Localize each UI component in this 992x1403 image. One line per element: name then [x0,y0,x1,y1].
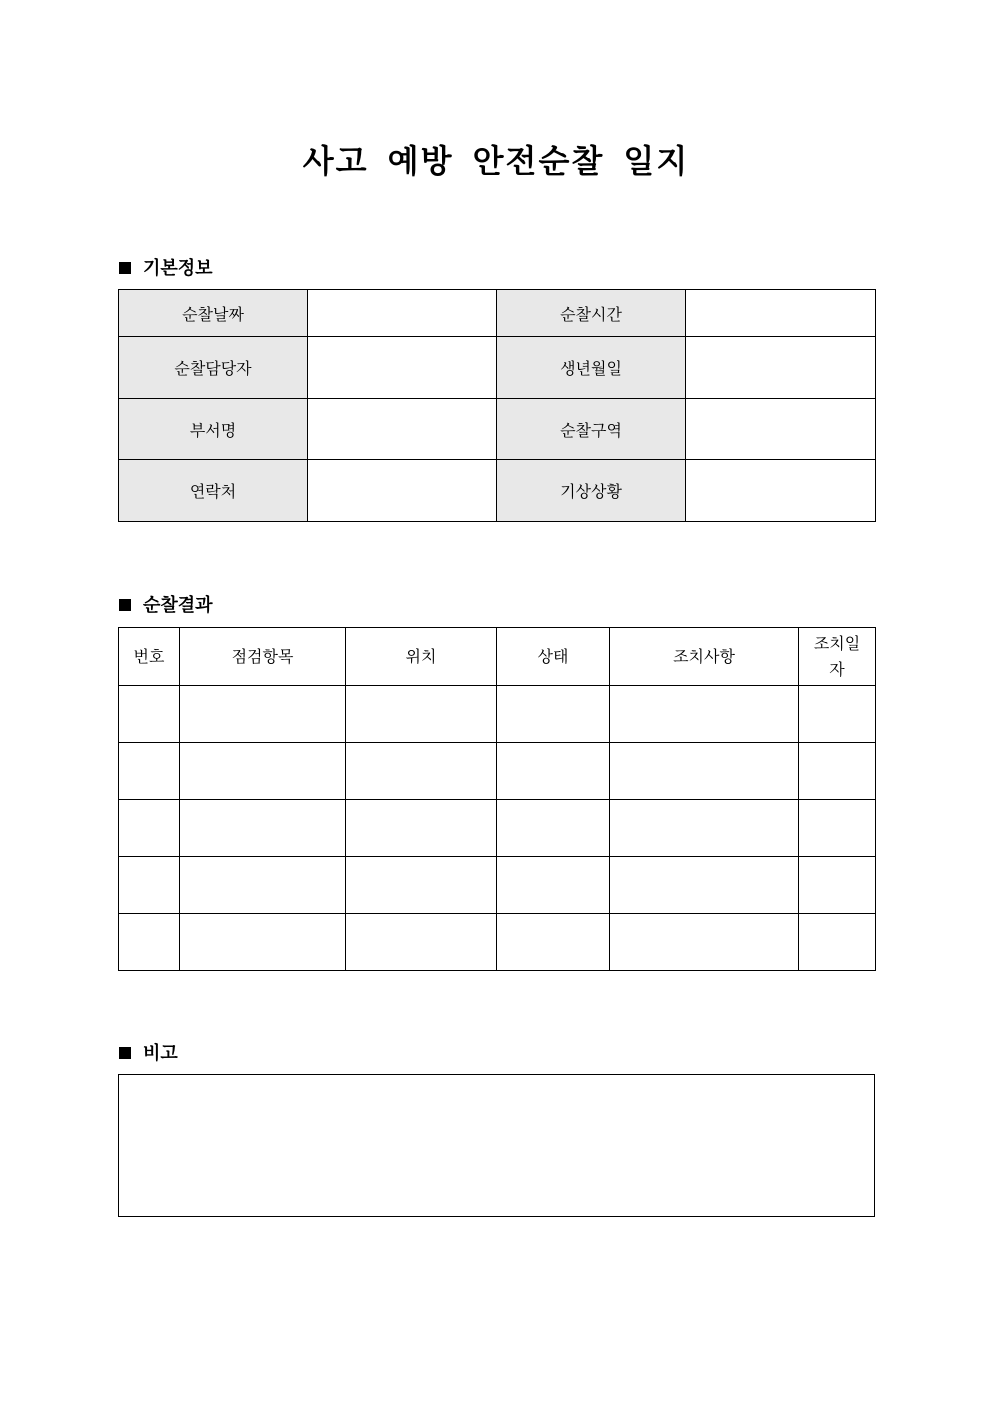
table-cell[interactable] [180,686,346,743]
column-header-check-item: 점검항목 [180,628,346,686]
table-cell[interactable] [497,800,610,857]
table-row [119,857,876,914]
table-cell[interactable] [346,686,497,743]
table-cell[interactable] [346,800,497,857]
patrol-zone-field[interactable] [686,399,876,460]
info-row [119,337,876,399]
table-cell[interactable] [497,686,610,743]
remarks-field[interactable] [118,1074,875,1217]
table-cell[interactable] [180,914,346,971]
table-cell[interactable] [610,686,799,743]
column-header-status: 상태 [497,628,610,686]
patrol-results-table [118,627,876,971]
contact-label: 연락처 [119,460,308,522]
table-cell[interactable] [799,800,876,857]
patrol-officer-field[interactable] [308,337,497,399]
info-row [119,399,876,460]
table-cell[interactable] [119,743,180,800]
table-row [119,743,876,800]
table-cell[interactable] [610,743,799,800]
basic-info-heading [119,254,213,280]
table-cell[interactable] [497,857,610,914]
table-row [119,686,876,743]
weather-label: 기상상황 [497,460,686,522]
table-cell[interactable] [799,686,876,743]
table-cell[interactable] [180,857,346,914]
patrol-time-field[interactable] [686,290,876,337]
square-bullet-icon [119,1047,131,1059]
column-header-action: 조치사항 [610,628,799,686]
table-cell[interactable] [610,914,799,971]
patrol-zone-label: 순찰구역 [497,399,686,460]
patrol-results-heading-text: 순찰결과 [143,595,213,616]
table-cell[interactable] [799,857,876,914]
department-label: 부서명 [119,399,308,460]
patrol-date-label: 순찰날짜 [119,290,308,337]
remarks-heading-text: 비고 [143,1043,178,1064]
table-cell[interactable] [180,800,346,857]
column-header-number: 번호 [119,628,180,686]
table-cell[interactable] [610,857,799,914]
table-cell[interactable] [180,743,346,800]
weather-field[interactable] [686,460,876,522]
patrol-results-heading [119,591,213,617]
remarks-heading [119,1039,178,1065]
table-cell[interactable] [119,857,180,914]
table-cell[interactable] [119,914,180,971]
table-row [119,800,876,857]
table-cell[interactable] [799,743,876,800]
results-header-row [119,628,876,686]
document-title: 사고 예방 안전순찰 일지 [302,142,690,180]
patrol-date-field[interactable] [308,290,497,337]
table-cell[interactable] [119,686,180,743]
table-cell[interactable] [497,743,610,800]
table-cell[interactable] [346,857,497,914]
table-cell[interactable] [497,914,610,971]
square-bullet-icon [119,262,131,274]
contact-field[interactable] [308,460,497,522]
table-cell[interactable] [346,743,497,800]
patrol-time-label: 순찰시간 [497,290,686,337]
patrol-officer-label: 순찰담당자 [119,337,308,399]
square-bullet-icon [119,599,131,611]
birth-date-field[interactable] [686,337,876,399]
basic-info-heading-text: 기본정보 [143,258,213,279]
column-header-location: 위치 [346,628,497,686]
column-header-action-date: 조치일자 [799,628,876,686]
table-cell[interactable] [346,914,497,971]
table-cell[interactable] [799,914,876,971]
birth-date-label: 생년월일 [497,337,686,399]
table-cell[interactable] [119,800,180,857]
basic-info-table [118,289,876,522]
table-cell[interactable] [610,800,799,857]
info-row [119,290,876,337]
table-row [119,914,876,971]
department-field[interactable] [308,399,497,460]
info-row [119,460,876,522]
